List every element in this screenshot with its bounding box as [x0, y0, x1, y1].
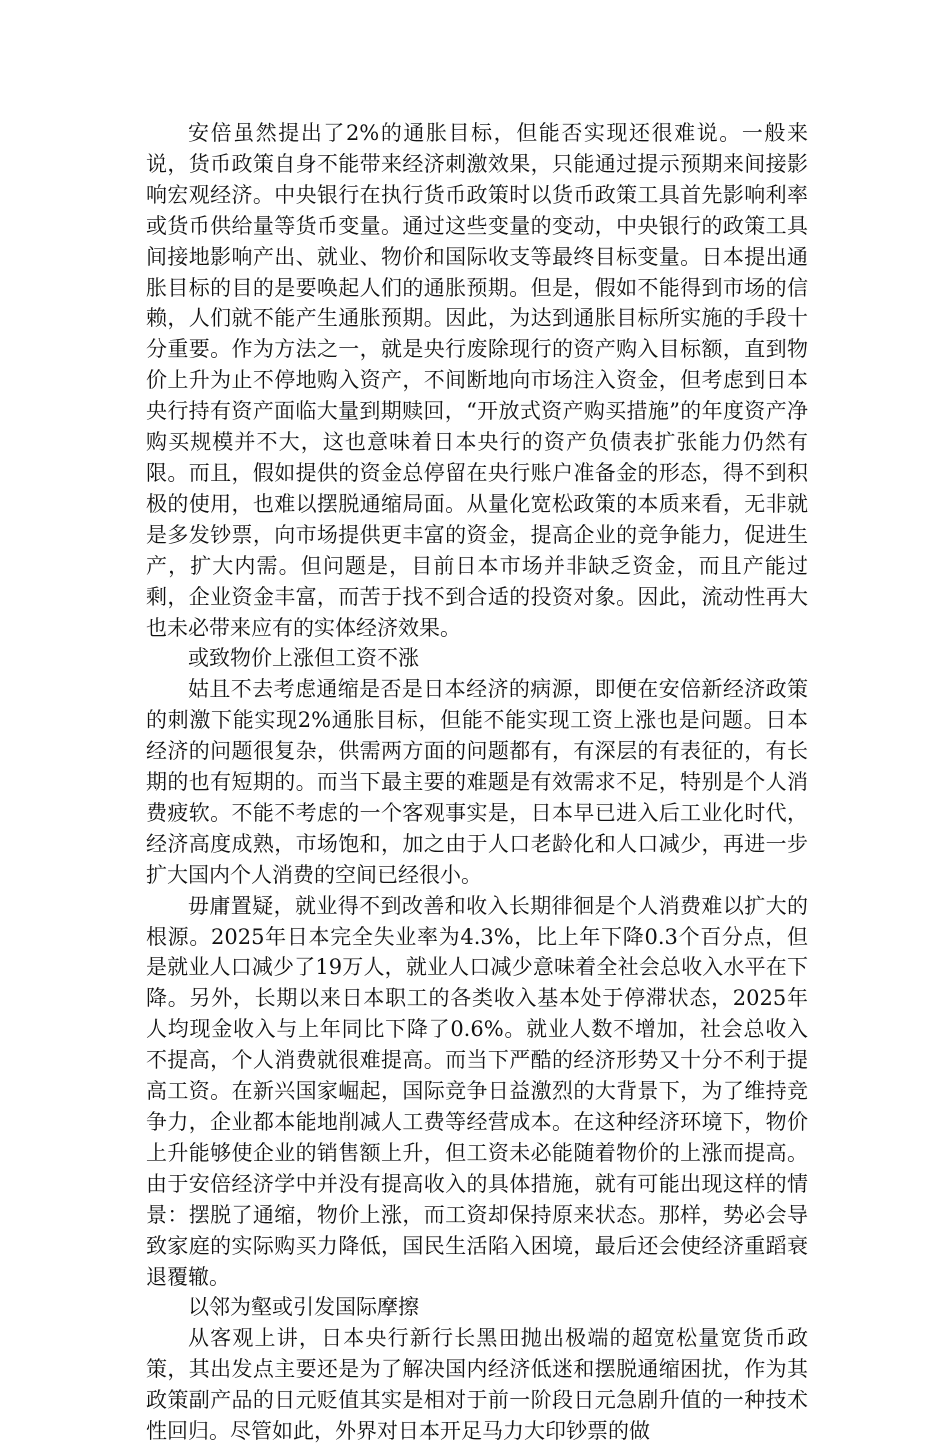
section-heading: 以邻为壑或引发国际摩擦: [188, 1295, 419, 1320]
document-page: [146, 118, 808, 1447]
body-paragraph: 从客观上讲，日本央行新行长黑田抛出极端的超宽松量宽货币政策，其出发点主要还是为了解决国内经济低迷和摆脱通缩困扰，作为其政策副产品的日元贬值其实是相对于前一阶段日元急剧升值的一种技术性回归。尽管如此，外界对日本开足马力大印钞票的做: [146, 1326, 808, 1444]
body-paragraph: 姑且不去考虑通缩是否是日本经济的病源，即便在安倍新经济政策的刺激下能实现2%通胀目标，但能不能实现工资上涨也是问题。日本经济的问题很复杂，供需两方面的问题都有，有深层的有表征的，有长期的也有短期的。而当下最主要的难题是有效需求不足，特别是个人消费疲软。不能不考虑的一个客观事实是，日本早已进入后工业化时代，经济高度成熟，市场饱和，加之由于人口老龄化和人口减少，再进一步扩大国内个人消费的空间已经很小。: [146, 677, 808, 887]
body-paragraph: 毋庸置疑，就业得不到改善和收入长期徘徊是个人消费难以扩大的根源。2025年日本完全失业率为4.3%，比上年下降0.3个百分点，但是就业人口减少了19万人，就业人口减少意味着全社会总收入水平在下降。另外，长期以来日本职工的各类收入基本处于停滞状态，2025年人均现金收入与上年同比下降了0.6%。就业人数不增加，社会总收入不提高，个人消费就很难提高。而当下严酷的经济形势又十分不利于提高工资。在新兴国家崛起，国际竞争日益激烈的大背景下，为了维持竞争力，企业都本能地削减人工费等经营成本。在这种经济环境下，物价上升能够使企业的销售额上升，但工资未必能随着物价的上涨而提高。由于安倍经济学中并没有提高收入的具体措施，就有可能出现这样的情景：摆脱了通缩，物价上涨，而工资却保持原来状态。那样，势必会导致家庭的实际购买力降低，国民生活陷入困境，最后还会使经济重蹈衰退覆辙。: [146, 893, 808, 1289]
body-paragraph: 安倍虽然提出了2%的通胀目标，但能否实现还很难说。一般来说，货币政策自身不能带来经济刺激效果，只能通过提示预期来间接影响宏观经济。中央银行在执行货币政策时以货币政策工具首先影响利率或货币供给量等货币变量。通过这些变量的变动，中央银行的政策工具间接地影响产出、就业、物价和国际收支等最终目标变量。日本提出通胀目标的目的是要唤起人们的通胀预期。但是，假如不能得到市场的信赖，人们就不能产生通胀预期。因此，为达到通胀目标所实施的手段十分重要。作为方法之一，就是央行废除现行的资产购入目标额，直到物价上升为止不停地购入资产，不间断地向市场注入资金，但考虑到日本央行持有资产面临大量到期赎回，“开放式资产购买措施”的年度资产净购买规模并不大，这也意味着日本央行的资产负债表扩张能力仍然有限。而且，假如提供的资金总停留在央行账户准备金的形态，得不到积极的使用，也难以摆脱通缩局面。从量化宽松政策的本质来看，无非就是多发钞票，向市场提供更丰富的资金，提高企业的竞争能力，促进生产，扩大内需。但问题是，目前日本市场并非缺乏资金，而且产能过剩，企业资金丰富，而苦于找不到合适的投资对象。因此，流动性再大也未必带来应有的实体经济效果。: [146, 121, 808, 640]
section-heading: 或致物价上涨但工资不涨: [188, 646, 419, 671]
